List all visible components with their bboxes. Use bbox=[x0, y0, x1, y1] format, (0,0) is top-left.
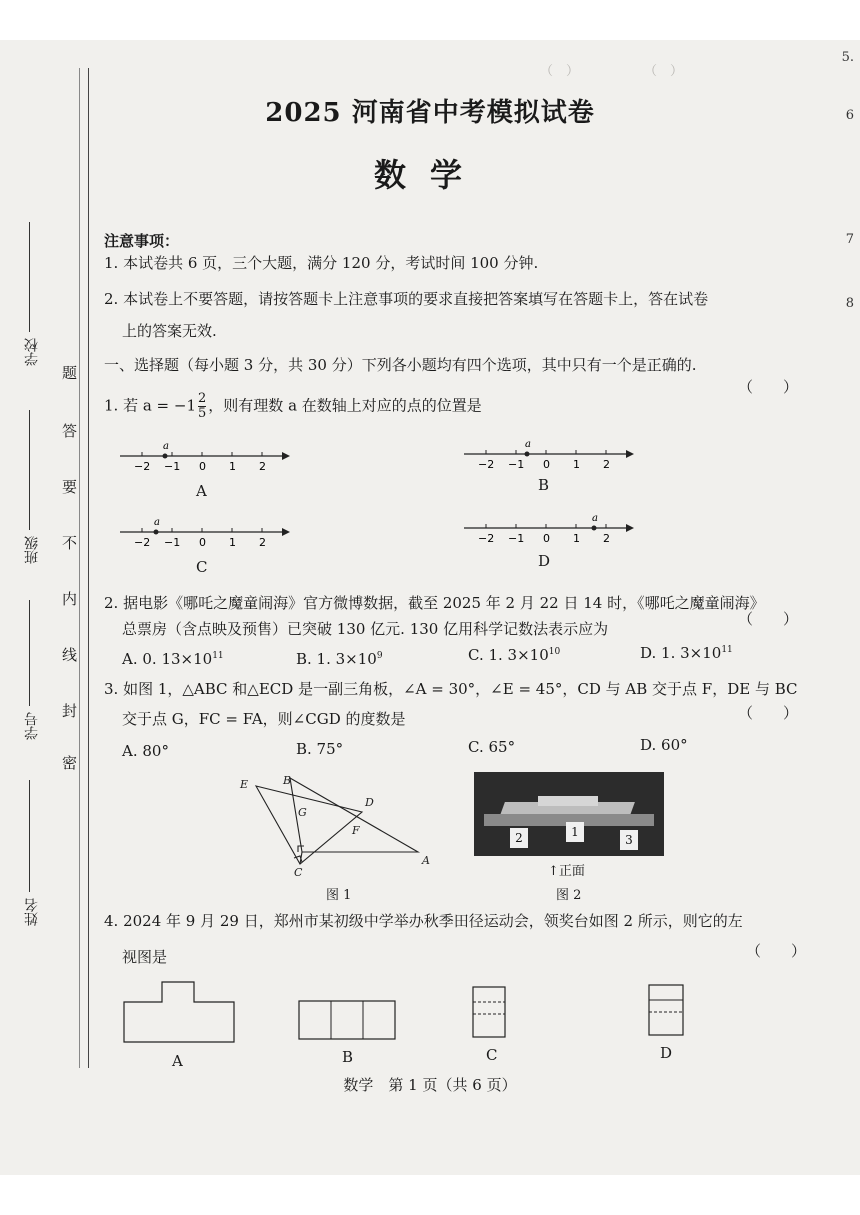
svg-text:0: 0 bbox=[199, 460, 206, 473]
svg-text:D: D bbox=[365, 796, 374, 809]
q1-answer-bracket[interactable]: （ ） bbox=[738, 378, 799, 396]
q1-option-b-label[interactable]: B bbox=[538, 476, 550, 494]
podium-label-2: 2 bbox=[510, 828, 528, 848]
q4-answer-bracket[interactable]: （ ） bbox=[746, 942, 807, 960]
svg-text:−2: −2 bbox=[478, 532, 495, 545]
figure-1-caption: 图 1 bbox=[326, 888, 352, 903]
q2-stem-line1: 2. 据电影《哪吒之魔童闹海》官方微博数据，截至 2025 年 2 月 22 日 14 时，《哪吒之魔童闹海》 bbox=[104, 594, 765, 612]
binding-line-inner bbox=[88, 68, 89, 1068]
label-class: 班级 bbox=[24, 536, 40, 564]
q4-option-c-figure bbox=[470, 984, 510, 1042]
q4-stem-line2: 视图是 bbox=[122, 948, 168, 966]
edge-mark-1: 5. bbox=[841, 50, 854, 65]
seal-char-7: 封 bbox=[62, 702, 78, 720]
q3-stem-line1: 3. 如图 1，△ABC 和△ECD 是一副三角板，∠A = 30°，∠E = 45°，CD 与 AB 交于点 F，DE 与 BC bbox=[104, 680, 798, 698]
q1-option-c-label[interactable]: C bbox=[196, 558, 208, 576]
notice-1: 1. 本试卷共 6 页，三个大题，满分 120 分，考试时间 100 分钟. bbox=[104, 254, 539, 272]
svg-text:0: 0 bbox=[199, 536, 206, 549]
student-no-blank bbox=[29, 600, 30, 706]
seal-char-8: 密 bbox=[62, 754, 78, 772]
figure-2-podium-photo bbox=[474, 772, 664, 856]
svg-text:E: E bbox=[240, 778, 249, 791]
front-label-text: 正面 bbox=[558, 864, 585, 879]
svg-text:a: a bbox=[525, 439, 531, 450]
q1-stem bbox=[104, 392, 482, 421]
svg-text:C: C bbox=[294, 866, 303, 878]
svg-text:A: A bbox=[422, 854, 430, 867]
svg-text:B: B bbox=[283, 774, 292, 787]
q1-fraction bbox=[198, 392, 206, 421]
seal-char-3: 要 bbox=[62, 478, 78, 496]
name-blank bbox=[29, 780, 30, 892]
exam-title: 2025 河南省中考模拟试卷 bbox=[265, 98, 595, 128]
svg-text:1: 1 bbox=[229, 460, 236, 473]
q2-option-c-text: C. 1. 3×10 bbox=[468, 646, 549, 664]
q4-option-a-figure bbox=[120, 978, 240, 1048]
notice-heading: 注意事项： bbox=[104, 232, 180, 250]
svg-text:a: a bbox=[154, 517, 160, 528]
class-blank bbox=[29, 410, 30, 530]
q1-number-line-c bbox=[112, 514, 292, 554]
q4-stem-line1: 4. 2024 年 9 月 29 日，郑州市某初级中学举办秋季田径运动会，领奖台如图 2 所示，则它的左 bbox=[104, 912, 743, 930]
svg-text:1: 1 bbox=[573, 532, 580, 545]
exam-subject: 数学 bbox=[373, 156, 486, 194]
q1-text-a: 1. 若 a = −1 bbox=[104, 396, 197, 415]
q1-text-b: ，则有理数 a 在数轴上对应的点的位置是 bbox=[208, 396, 482, 415]
q3-answer-bracket[interactable]: （ ） bbox=[738, 704, 799, 722]
svg-text:−2: −2 bbox=[134, 460, 151, 473]
label-school: 学校 bbox=[24, 338, 40, 366]
svg-text:−1: −1 bbox=[164, 460, 181, 473]
figure-2-front-label bbox=[548, 860, 585, 879]
svg-text:−1: −1 bbox=[508, 532, 525, 545]
svg-text:−2: −2 bbox=[134, 536, 151, 549]
svg-text:F: F bbox=[352, 824, 360, 837]
q1-number-line-a bbox=[112, 438, 292, 478]
svg-text:1: 1 bbox=[229, 536, 236, 549]
q2-option-d-text: D. 1. 3×10 bbox=[640, 644, 722, 662]
section-heading: 一、选择题（每小题 3 分，共 30 分）下列各小题均有四个选项，其中只有一个是正确的. bbox=[104, 356, 697, 374]
edge-mark-2: 6 bbox=[845, 108, 854, 123]
q2-option-b-exp: 9 bbox=[376, 651, 383, 661]
page-footer: 数学 第 1 页（共 6 页） bbox=[343, 1076, 517, 1094]
q1-frac-num: 2 bbox=[198, 391, 207, 406]
q4-option-b-label[interactable]: B bbox=[342, 1048, 354, 1066]
q2-stem-line2: 总票房（含点映及预售）已突破 130 亿元. 130 亿用科学记数法表示应为 bbox=[122, 620, 609, 638]
svg-text:2: 2 bbox=[259, 460, 266, 473]
label-student-no: 学号 bbox=[24, 712, 40, 740]
q4-option-d-figure bbox=[646, 982, 688, 1040]
notice-2-cont: 上的答案无效. bbox=[122, 322, 217, 340]
svg-text:2: 2 bbox=[259, 536, 266, 549]
q2-option-a-exp: 11 bbox=[212, 651, 224, 661]
up-arrow-icon: ↑ bbox=[548, 864, 559, 879]
q1-number-line-d bbox=[456, 510, 636, 550]
svg-text:2: 2 bbox=[603, 458, 610, 471]
q2-option-c-exp: 10 bbox=[548, 647, 561, 657]
q1-option-d-label[interactable]: D bbox=[538, 552, 551, 570]
notice-2: 2. 本试卷上不要答题，请按答题卡上注意事项的要求直接把答案填写在答题卡上，答在试卷 bbox=[104, 290, 709, 308]
q2-option-b[interactable] bbox=[296, 650, 383, 668]
svg-text:0: 0 bbox=[543, 532, 550, 545]
q2-answer-bracket[interactable]: （ ） bbox=[738, 610, 799, 628]
svg-text:a: a bbox=[163, 441, 169, 452]
q3-option-b[interactable]: B. 75° bbox=[296, 740, 344, 758]
q1-option-a-label[interactable]: A bbox=[196, 482, 207, 500]
q3-option-a[interactable]: A. 80° bbox=[122, 742, 169, 760]
q1-frac-den: 5 bbox=[198, 406, 207, 421]
svg-text:−2: −2 bbox=[478, 458, 495, 471]
q3-option-c[interactable]: C. 65° bbox=[468, 738, 516, 756]
q4-option-b-figure bbox=[296, 998, 400, 1044]
seal-char-6: 线 bbox=[62, 646, 78, 664]
school-blank bbox=[29, 222, 30, 332]
edge-mark-3: 7 bbox=[845, 232, 854, 247]
q4-option-d-label[interactable]: D bbox=[660, 1044, 673, 1062]
seal-char-2: 答 bbox=[62, 422, 78, 440]
edge-mark-4: 8 bbox=[845, 296, 854, 311]
q2-option-c[interactable] bbox=[468, 646, 560, 664]
podium-label-1: 1 bbox=[566, 822, 584, 842]
q2-option-a-text: A. 0. 13×10 bbox=[122, 650, 213, 668]
q4-option-a-label[interactable]: A bbox=[172, 1052, 183, 1070]
svg-text:−1: −1 bbox=[164, 536, 181, 549]
q1-number-line-b bbox=[456, 436, 636, 476]
label-name: 姓名 bbox=[24, 898, 40, 926]
svg-text:2: 2 bbox=[603, 532, 610, 545]
seal-char-5: 内 bbox=[62, 590, 78, 608]
figure-1-triangles bbox=[232, 772, 440, 878]
svg-text:G: G bbox=[298, 806, 307, 819]
q3-option-d[interactable]: D. 60° bbox=[640, 736, 688, 754]
q4-option-c-label[interactable]: C bbox=[486, 1046, 498, 1064]
q2-option-b-text: B. 1. 3×10 bbox=[296, 650, 377, 668]
svg-text:0: 0 bbox=[543, 458, 550, 471]
bleed-through: （ ） （ ） bbox=[540, 64, 716, 79]
q2-option-d[interactable] bbox=[640, 644, 733, 662]
svg-text:a: a bbox=[592, 513, 598, 524]
svg-text:1: 1 bbox=[573, 458, 580, 471]
seal-char-1: 题 bbox=[62, 364, 78, 382]
seal-char-4: 不 bbox=[62, 534, 78, 552]
q2-option-d-exp: 11 bbox=[721, 645, 733, 655]
svg-text:−1: −1 bbox=[508, 458, 525, 471]
binding-line-outer bbox=[79, 68, 80, 1068]
q2-option-a[interactable] bbox=[122, 650, 224, 668]
q3-stem-line2: 交于点 G，FC = FA，则∠CGD 的度数是 bbox=[122, 710, 406, 728]
figure-2-caption: 图 2 bbox=[556, 888, 582, 903]
podium-top-center bbox=[538, 796, 598, 806]
podium-label-3: 3 bbox=[620, 830, 638, 850]
